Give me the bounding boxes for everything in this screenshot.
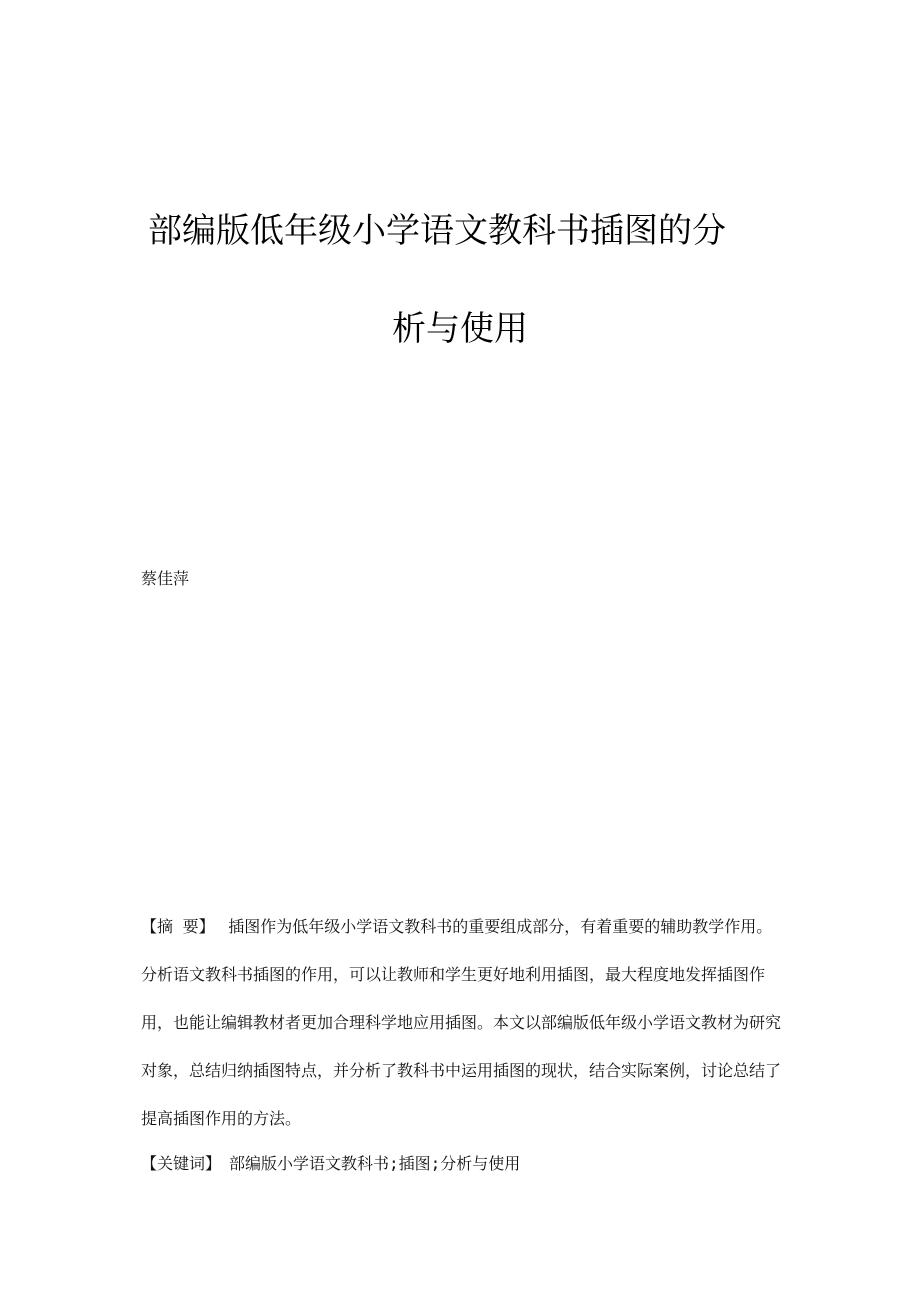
paper-title bbox=[140, 208, 780, 352]
abstract bbox=[141, 903, 781, 1143]
title-line-1: 部编版低年级小学语文教科书插图的分 bbox=[148, 211, 726, 251]
keywords-label: 【关键词】 bbox=[141, 1154, 222, 1173]
author-name: 蔡佳萍 bbox=[141, 569, 190, 588]
abstract-label: 【摘 要】 bbox=[141, 917, 215, 936]
abstract-text: 插图作为低年级小学语文教科书的重要组成部分，有着重要的辅助教学作用。分析语文教科书插图的作用，可以让教师和学生更好地利用插图，最大程度地发挥插图作用，也能让编辑教材者更加合理科学地应用插图。本文以部编版低年级小学语文教材为研究对象，总结归纳插图特点，并分析了教科书中运用插图的现状，结合实际案例，讨论总结了提高插图作用的方法。 bbox=[141, 917, 782, 1128]
keywords-text: 部编版小学语文教科书;插图;分析与使用 bbox=[229, 1154, 521, 1173]
keywords bbox=[141, 1152, 781, 1176]
title-line-2: 析与使用 bbox=[392, 309, 528, 349]
